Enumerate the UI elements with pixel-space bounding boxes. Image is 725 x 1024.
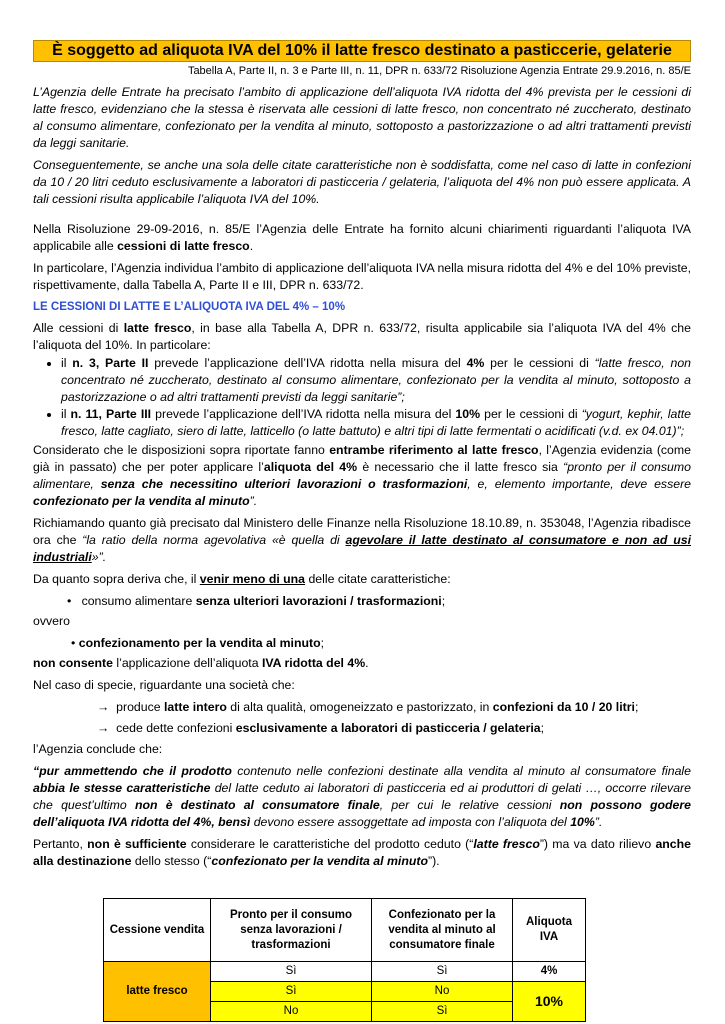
paragraph-2: In particolare, l’Agenzia individua l’ambito di applicazione dell’aliquota IVA nella misura ridotta del 4% e del 10% previste, rispettivamente, dalla Tabella A, Parte II e III, DPR n. 633/72.	[33, 261, 691, 292]
table-cell: Sì	[372, 962, 513, 982]
rules-list	[33, 355, 691, 440]
conclusion-quote: “pur ammettendo che il prodotto contenuto nelle confezioni destinate alla vendita al minuto al consumatore finale abbia le stesse caratteristiche del latte ceduto ai laboratori di pasticceria ed ai produttori di gelati …, occorre rilevare che quest’ultimo non è destinato al consumatore finale, per cui le relative cessioni non possono godere dell’aliquota IVA ridotta del 4%, bensì devono essere assoggettate ad imposta con l’aliquota del 10%”.	[33, 764, 692, 829]
section-heading: LE CESSIONI DI LATTE E L’ALIQUOTA IVA DEL 4% – 10%	[33, 301, 346, 313]
condition-1: • consumo alimentare senza ulteriori lavorazioni / trasformazioni;	[67, 594, 446, 608]
condition-2: • confezionamento per la vendita al minuto;	[71, 636, 325, 650]
intro-paragraph-1: L’Agenzia delle Entrate ha precisato l’ambito di applicazione dell’aliquota IVA ridotta del 4% prevista per le cessioni di latte fresco, evidenziano che la stessa è riservata alle cessioni di latte fresco, non concentrato né zuccherato, destinato al consumo alimentare, confezionato per la vendita al minuto, sottoposto a pastorizzazione o ad altri trattamenti previsti da leggi sanitarie.	[33, 85, 691, 150]
ovvero-text: ovvero	[33, 614, 70, 628]
paragraph-9: l’Agenzia conclude che:	[33, 742, 163, 756]
header-confezionato: Confezionato per la vendita al minuto al consumatore finale	[372, 899, 513, 962]
intro-paragraph-2: Conseguentemente, se anche una sola delle citate caratteristiche non è soddisfatta, come nel caso di latte in confezioni da 10 / 20 litri ceduto esclusivamente a laboratori di pasticceria / gelateria, l’aliquota del 4% non può essere applicata. A tali cessioni risulta applicabile l’aliquota IVA del 10%.	[33, 158, 691, 206]
header-pronto: Pronto per il consumo senza lavorazioni / trasformazioni	[211, 899, 372, 962]
document-page	[33, 40, 691, 1022]
normative-reference: Tabella A, Parte II, n. 3 e Parte III, n. 11, DPR n. 633/72 Risoluzione Agenzia Entrate 29.9.2016, n. 85/E	[187, 65, 691, 77]
list-item: • il n. 11, Parte III prevede l’applicazione dell’IVA ridotta nella misura del 10% per le cessioni di “yogurt, kephir, latte fresco, latte cagliato, siero di latte, latticello (o latte battuto) e altri tipi di latte fermentati o acidificati (v.d. ex 04.01)”;	[61, 406, 691, 440]
arrow-icon: →	[97, 700, 110, 714]
paragraph-10: Pertanto, non è sufficiente considerare le caratteristiche del prodotto ceduto (“latte fresco”) ma va dato rilievo anche alla destinazione dello stesso (“confezionato per la vendita al minuto”).	[33, 837, 691, 868]
case-item-2: → cede dette confezioni esclusivamente a laboratori di pasticceria / gelateria;	[97, 721, 545, 735]
product-cell: latte fresco	[104, 962, 211, 1022]
header-cessione: Cessione vendita	[104, 899, 211, 962]
rate-10-cell: 10%	[513, 982, 586, 1022]
table-cell: Sì	[211, 962, 372, 982]
table-cell: Sì	[211, 982, 372, 1002]
table-cell: Sì	[372, 1002, 513, 1022]
paragraph-8: Nel caso di specie, riguardante una società che:	[33, 678, 295, 692]
case-item-1: → produce latte intero di alta qualità, omogeneizzato e pastorizzato, in confezioni da 10 / 20 litri;	[97, 700, 639, 714]
arrow-icon: →	[97, 721, 110, 735]
vat-table	[103, 898, 586, 1022]
header-aliquota: Aliquota IVA	[513, 899, 586, 962]
paragraph-7: non consente l’applicazione dell’aliquota IVA ridotta del 4%.	[33, 656, 369, 670]
rate-4-cell: 4%	[513, 962, 586, 982]
paragraph-6: Da quanto sopra deriva che, il venir meno di una delle citate caratteristiche:	[33, 572, 451, 586]
paragraph-1: Nella Risoluzione 29-09-2016, n. 85/E l’Agenzia delle Entrate ha fornito alcuni chiarimenti riguardanti l’aliquota IVA applicabile alle cessioni di latte fresco.	[33, 222, 691, 253]
paragraph-5: Richiamando quanto già precisato dal Ministero delle Finanze nella Risoluzione 18.10.89, n. 353048, l’Agenzia ribadisce ora che “la ratio della norma agevolativa «è quella di agevolare il latte destinato al consumatore e non ad usi industriali»”.	[33, 516, 691, 564]
list-item: • il n. 3, Parte II prevede l’applicazione dell’IVA ridotta nella misura del 4% per le cessioni di “latte fresco, non concentrato né zuccherato, destinato al consumo alimentare, confezionato per la vendita al minuto, sottoposto a pastorizzazione o ad altri trattamenti previsti da leggi sanitarie”;	[61, 355, 691, 406]
table-cell: No	[211, 1002, 372, 1022]
paragraph-4: Considerato che le disposizioni sopra riportate fanno entrambe riferimento al latte fresco, l’Agenzia evidenzia (come già in passato) che per poter applicare l’aliquota del 4% è necessario che il latte fresco sia “pronto per il consumo alimentare, senza che necessitino ulteriori lavorazioni o trasformazioni, e, elemento importante, deve essere confezionato per la vendita al minuto”.	[33, 443, 691, 508]
table-cell: No	[372, 982, 513, 1002]
paragraph-3: Alle cessioni di latte fresco, in base alla Tabella A, DPR n. 633/72, risulta applicabile sia l’aliquota IVA del 4% che l’aliquota del 10%. In particolare:	[33, 321, 691, 352]
page-title: È soggetto ad aliquota IVA del 10% il latte fresco destinato a pasticcerie, gelaterie	[33, 40, 691, 62]
